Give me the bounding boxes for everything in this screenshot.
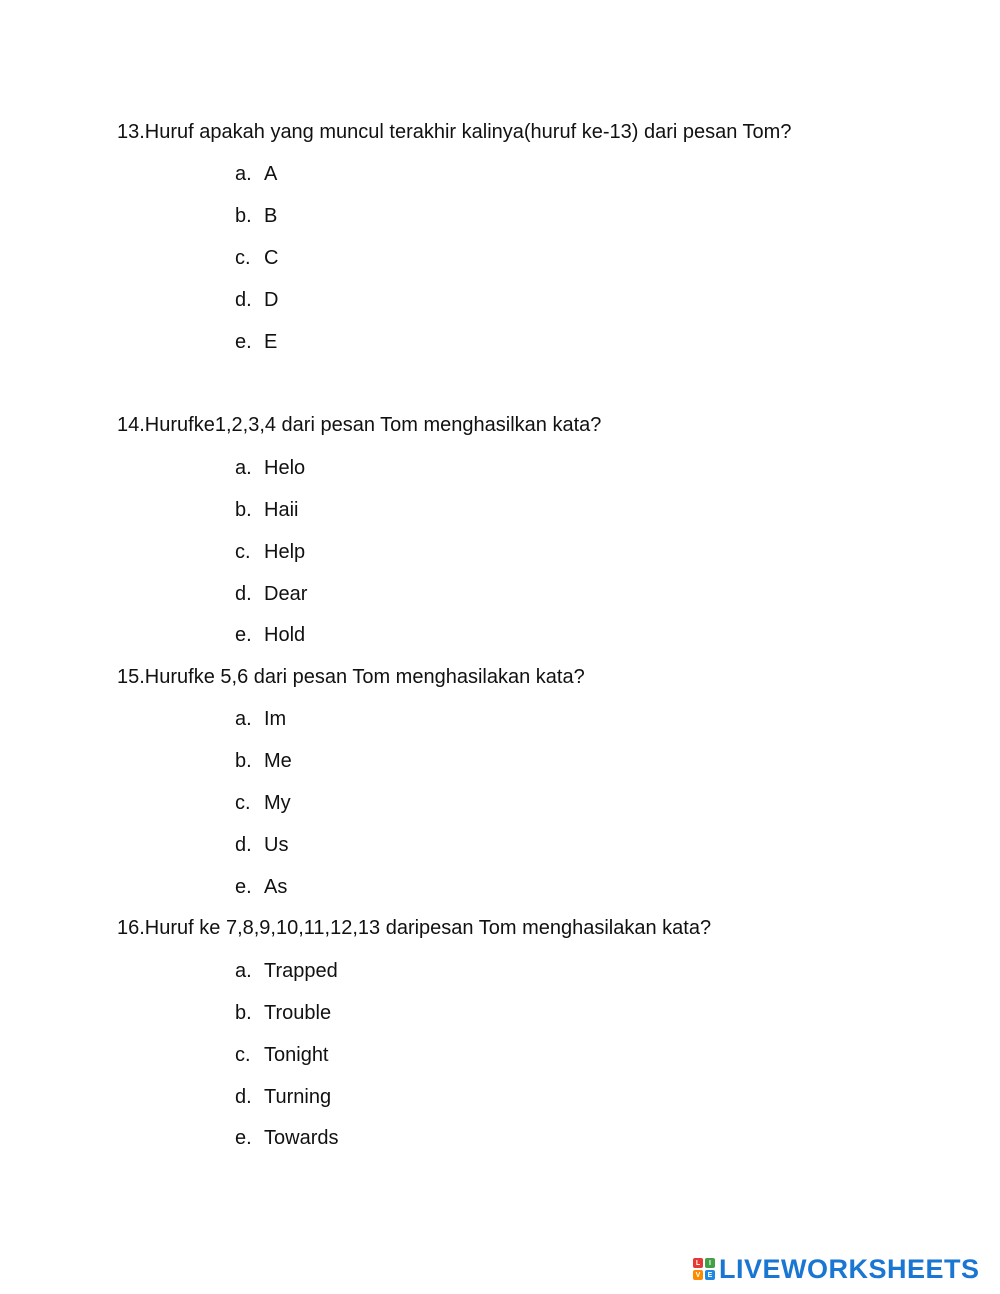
question-14-option-e[interactable]: e. Hold (235, 624, 306, 646)
question-15-option-e[interactable]: e. As (235, 876, 288, 898)
question-13-option-c[interactable]: c. C (235, 247, 279, 269)
logo-mark-icon (693, 1258, 715, 1280)
logo-letter-l: L (693, 1258, 703, 1268)
question-14-option-a[interactable]: a. Helo (235, 457, 306, 479)
question-13-option-e[interactable]: e. E (235, 331, 278, 353)
question-14-option-b[interactable]: b. Haii (235, 499, 299, 521)
question-13-option-b[interactable]: b. B (235, 205, 278, 227)
question-14-option-c[interactable]: c. Help (235, 541, 306, 563)
logo-letter-v: V (693, 1270, 703, 1280)
question-14: 14.Hurufke1,2,3,4 dari pesan Tom menghasilkan kata? (117, 414, 602, 436)
question-13: 13.Huruf apakah yang muncul terakhir kalinya(huruf ke-13) dari pesan Tom? (117, 121, 792, 143)
question-15-option-c[interactable]: c. My (235, 792, 291, 814)
question-15-option-b[interactable]: b. Me (235, 750, 292, 772)
liveworksheets-logo (693, 1255, 980, 1283)
question-15-option-a[interactable]: a. Im (235, 708, 287, 730)
logo-letter-i: I (705, 1258, 715, 1268)
question-13-option-d[interactable]: d. D (235, 289, 279, 311)
question-16-option-c[interactable]: c. Tonight (235, 1044, 329, 1066)
logo-letter-e: E (705, 1270, 715, 1280)
question-16: 16.Huruf ke 7,8,9,10,11,12,13 daripesan Tom menghasilakan kata? (117, 917, 712, 939)
logo-wordmark: LIVEWORKSHEETS (719, 1253, 980, 1284)
question-16-option-b[interactable]: b. Trouble (235, 1002, 332, 1024)
question-13-option-a[interactable]: a. A (235, 163, 278, 185)
question-15-option-d[interactable]: d. Us (235, 834, 289, 856)
question-16-option-d[interactable]: d. Turning (235, 1086, 332, 1108)
question-15: 15.Hurufke 5,6 dari pesan Tom menghasilakan kata? (117, 666, 585, 688)
question-14-option-d[interactable]: d. Dear (235, 583, 308, 605)
question-16-option-a[interactable]: a. Trapped (235, 960, 338, 982)
question-16-option-e[interactable]: e. Towards (235, 1127, 339, 1149)
